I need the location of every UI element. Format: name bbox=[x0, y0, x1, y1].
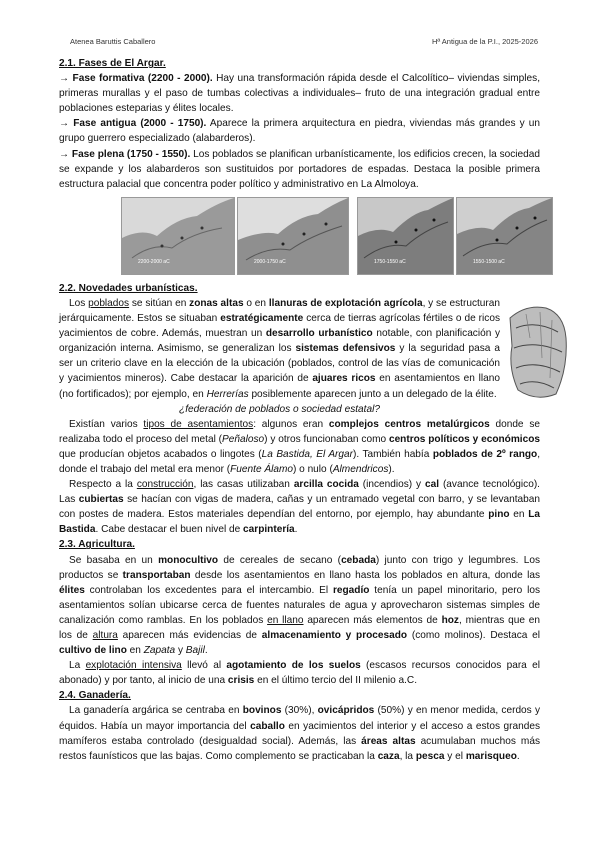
paragraph-fase-antigua: → Fase antigua (2000 - 1750). Aparece la primera arquitectura en piedra, viviendas más grandes y un grupo guerrero especializado (alabarderos). bbox=[59, 118, 541, 145]
paragraph-monocultivo: Se basaba en un monocultivo de cereales de secano (cebada) junto con trigo y legumbres. Los productos se transportaban desde los asentamientos en llano hasta los poblados en altura, donde las élites controlaban los excedentes para el intercambio. El regadío tenía un papel minoritario, pero los asentamientos solían ubicarse cerca de fuentes naturales de agua y aprovecharon sistemas simples de canalización como ramblas. En los poblados en llano aparecen más elementos de hoz, mientras que en los de altura aparecen más evidencias de almacenamiento y procesado (como molinos). Destaca el cultivo de lino en Zapata y Bajil. bbox=[59, 554, 541, 657]
map-image-1 bbox=[121, 197, 235, 275]
paragraph-fase-plena: → Fase plena (1750 - 1550). Los poblados se planifican urbanísticamente, los edificios crecen, la sociedad se expande y los alabarderos son sustituidos por portadores de espadas. Destaca la posible primera estructura palacial que concentra poder político y administrativo en La Almoloya. bbox=[59, 148, 540, 190]
paragraph-fase-formativa: → Fase formativa (2200 - 2000). Hay una transformación rápida desde el Calcolítico– viviendas simples, primeras murallas y el paso de tumbas colectivas a individuales– fruto de una integración gradual entre poblaciones esteparias y élites locales. bbox=[59, 73, 541, 115]
settlement-illustration bbox=[506, 298, 568, 402]
paragraph-poblados: Los poblados se sitúan en zonas altas o en llanuras de explotación agrícola, y se estructuran jerárquicamente. Estos se situaban estratégicamente cerca de tierras agrícolas fértiles o de ricos yacimientos de cobre. Además, muestran un desarrollo urbanístico notable, con planificación y organización interna. Asimismo, se generalizan los sistemas defensivos y la seguridad pasa a ser un criterio clave en la elección de la ubicación (poblados, control de las vías de comunicación y yacimientos mineros). Cabe destacar la aparición de ajuares ricos en asentamientos en llano (no fortificados); por ejemplo, en Herrerías posiblemente aparecen junto a un delegado de la élite. bbox=[59, 296, 540, 402]
map-image-2 bbox=[237, 197, 349, 275]
phase-maps bbox=[59, 197, 540, 275]
map-label-1: 2200-2000 aC bbox=[138, 258, 170, 265]
map-image-4 bbox=[456, 197, 553, 275]
paragraph-explotacion: La explotación intensiva llevó al agotamiento de los suelos (escasos recursos conocidos para el abonado) y por tanto, al inicio de una crisis en el último tercio del II milenio a.C. bbox=[59, 660, 540, 687]
paragraph-ganaderia: La ganadería argárica se centraba en bovinos (30%), ovicápridos (50%) y en menor medida, cerdos y équidos. Había un mayor importancia del caballo en yacimientos del interior y el acceso a estos grandes mamíferos estaba controlado (desigualdad social). Además, las áreas altas acumulaban muchos más restos faunísticos que las bajas. Como complemento se practicaban la caza, la pesca y el marisqueo. bbox=[59, 705, 540, 762]
question-line: ¿federación de poblados o sociedad estatal? bbox=[179, 403, 380, 415]
author-name: Atenea Baruttis Caballero bbox=[70, 37, 156, 46]
map-label-3: 1750-1550 aC bbox=[374, 258, 406, 265]
section-title-fases: 2.1. Fases de El Argar. bbox=[59, 58, 166, 69]
document-body bbox=[59, 56, 540, 764]
page-header bbox=[70, 37, 538, 49]
course-name: Hª Antigua de la P.I., 2025-2026 bbox=[431, 37, 538, 46]
paragraph-asentamientos: Existían varios tipos de asentamientos: algunos eran complejos centros metalúrgicos donde se realizaba todo el proceso del metal (Peñaloso) y otros funcionaban como centros políticos y económicos que producían objetos acabados o lingotes (La Bastida, El Argar). También había poblados de 2º rango, donde el trabajo del metal era menor (Fuente Álamo) o nulo (Almendricos). bbox=[59, 418, 540, 475]
section-title-ganaderia: 2.4. Ganadería. bbox=[59, 690, 131, 702]
map-label-2: 2000-1750 aC bbox=[254, 258, 286, 265]
section-title-agricultura: 2.3. Agricultura. bbox=[59, 539, 135, 551]
section-title-urbanismo: 2.2. Novedades urbanísticas. bbox=[59, 282, 198, 294]
map-image-3 bbox=[357, 197, 454, 275]
map-label-4: 1550-1500 aC bbox=[473, 258, 505, 265]
paragraph-construccion: Respecto a la construcción, las casas utilizaban arcilla cocida (incendios) y cal (avance tecnológico). Las cubiertas se hacían con vigas de madera, cañas y un entramado vegetal con barro, y se levantaban con postes de madera. Estos materiales dependían del entorno, por ejemplo, hay abundante pino en La Bastida. Cabe destacar el buen nivel de carpintería. bbox=[59, 479, 540, 536]
